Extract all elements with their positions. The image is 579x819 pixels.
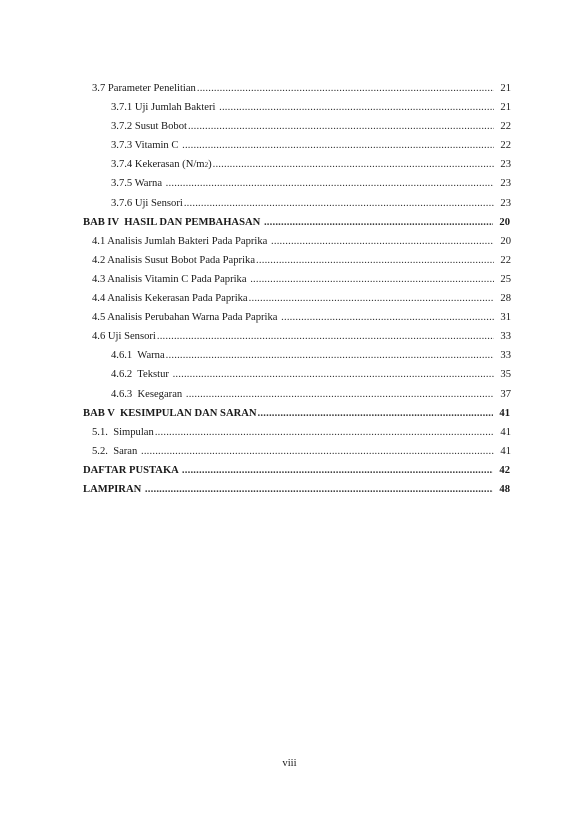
- toc-entry[interactable]: [0, 308, 579, 327]
- toc-entry-title: 4.6.1 Warna: [111, 350, 165, 362]
- toc-dot-leader: [157, 327, 494, 346]
- toc-dot-leader: [281, 308, 494, 327]
- toc-entry[interactable]: [0, 232, 579, 251]
- toc-page-number: 22: [500, 254, 511, 266]
- toc-dot-leader: [264, 213, 493, 232]
- toc-entry-title: 4.6 Uji Sensori: [92, 331, 156, 343]
- toc-entry[interactable]: [0, 346, 579, 365]
- toc-dot-leader: [166, 174, 494, 193]
- toc-entry[interactable]: [0, 136, 579, 155]
- toc-entry-title: 4.4 Analisis Kekerasan Pada Paprika: [92, 293, 248, 305]
- toc-page-number: 20: [500, 235, 511, 247]
- toc-entry-title: 5.2. Saran: [92, 445, 140, 457]
- toc-entry[interactable]: [0, 423, 579, 442]
- toc-entry-title: DAFTAR PUSTAKA: [83, 464, 181, 476]
- toc-page-number: 23: [500, 159, 511, 171]
- toc-page-number: 28: [500, 293, 511, 305]
- toc-page-number: 33: [500, 331, 511, 343]
- toc-entry-title: LAMPIRAN: [83, 483, 144, 495]
- toc-page-number: 37: [500, 388, 511, 400]
- toc-entry-title: 4.3 Analisis Vitamin C Pada Paprika: [92, 273, 250, 285]
- toc-entry-title: 4.6.3 Kesegaran: [111, 388, 185, 400]
- toc-page-number: 42: [499, 464, 510, 476]
- toc-dot-leader: [186, 385, 494, 404]
- toc-entry-title: 5.1. Simpulan: [92, 426, 154, 438]
- toc-dot-leader: [256, 251, 494, 270]
- toc-entry[interactable]: [0, 385, 579, 404]
- toc-entry-title: BAB V KESIMPULAN DAN SARAN: [83, 407, 257, 419]
- toc-entry-title: 3.7.3 Vitamin C: [111, 140, 182, 152]
- toc-page-number: 33: [500, 350, 511, 362]
- toc-dot-leader: [166, 346, 494, 365]
- toc-page-number: 21: [500, 83, 511, 94]
- toc-page-number: 35: [500, 369, 511, 381]
- toc-entry-title: 4.6.2 Tekstur: [111, 369, 172, 381]
- toc-entry-title-suffix: ): [208, 159, 212, 171]
- toc-entry[interactable]: [0, 461, 579, 480]
- toc-page-number: 41: [499, 407, 510, 419]
- toc-dot-leader: [249, 289, 494, 308]
- toc-dot-leader: [197, 79, 494, 98]
- toc-entry[interactable]: [0, 79, 579, 98]
- toc-entry-title: 4.1 Analisis Jumlah Bakteri Pada Paprika: [92, 235, 271, 247]
- toc-dot-leader: [188, 117, 494, 136]
- toc-entry[interactable]: [0, 289, 579, 308]
- toc-page-number: 41: [500, 445, 511, 457]
- toc-entry-title: 4.2 Analisis Susut Bobot Pada Paprika: [92, 254, 256, 266]
- toc-dot-leader: [271, 232, 494, 251]
- toc-page-number: 21: [500, 102, 511, 114]
- toc-page-number: 23: [500, 197, 511, 209]
- toc-dot-leader: [213, 155, 494, 174]
- toc-entry-title: 3.7.6 Uji Sensori: [111, 197, 183, 209]
- toc-entry-title: 3.7.4 Kekerasan (N/m: [111, 159, 205, 171]
- toc-page-number: 20: [499, 216, 510, 228]
- toc-entry[interactable]: [0, 98, 579, 117]
- toc-entry[interactable]: [0, 404, 579, 423]
- toc-page-number: 22: [500, 121, 511, 133]
- toc-entry[interactable]: [0, 365, 579, 384]
- toc-entry[interactable]: [0, 480, 579, 499]
- toc-page-number: 23: [500, 178, 511, 190]
- toc-dot-leader: [141, 442, 494, 461]
- toc-entry-title: 3.7.1 Uji Jumlah Bakteri: [111, 102, 219, 114]
- toc-entry-title: 4.5 Analisis Perubahan Warna Pada Paprika: [92, 312, 281, 324]
- toc-entry-title: 3.7.5 Warna: [111, 178, 165, 190]
- toc-entry[interactable]: [0, 327, 579, 346]
- toc-entry[interactable]: [0, 194, 579, 213]
- toc-entry[interactable]: [0, 174, 579, 193]
- toc-dot-leader: [250, 270, 494, 289]
- toc-entry[interactable]: [0, 270, 579, 289]
- toc-entry-title: 3.7 Parameter Penelitian: [92, 83, 196, 94]
- toc-entry[interactable]: [0, 251, 579, 270]
- toc-entry-title: 3.7.2 Susut Bobot: [111, 121, 187, 133]
- toc-entry[interactable]: 3.7.4 Kekerasan (N/m 2 ) ..... 23: [0, 155, 579, 174]
- page-number: viii: [282, 758, 297, 769]
- toc-dot-leader: [173, 365, 494, 384]
- toc-page-number: 41: [500, 426, 511, 438]
- toc-dot-leader: [182, 136, 494, 155]
- toc-entry-title: BAB IV HASIL DAN PEMBAHASAN: [83, 216, 263, 228]
- toc-entry[interactable]: [0, 117, 579, 136]
- toc-dot-leader: [184, 194, 494, 213]
- toc-dot-leader: [219, 98, 494, 117]
- toc-page-number: 22: [500, 140, 511, 152]
- toc-dot-leader: [155, 423, 494, 442]
- toc-page-number: 48: [499, 483, 510, 495]
- toc-dot-leader: [258, 404, 493, 423]
- toc-dot-leader: [182, 461, 493, 480]
- toc-entry[interactable]: [0, 442, 579, 461]
- toc-page-number: 31: [500, 312, 511, 324]
- toc-page-number: 25: [500, 273, 511, 285]
- toc-entry[interactable]: [0, 213, 579, 232]
- table-of-contents: [0, 79, 579, 499]
- toc-dot-leader: [145, 480, 493, 499]
